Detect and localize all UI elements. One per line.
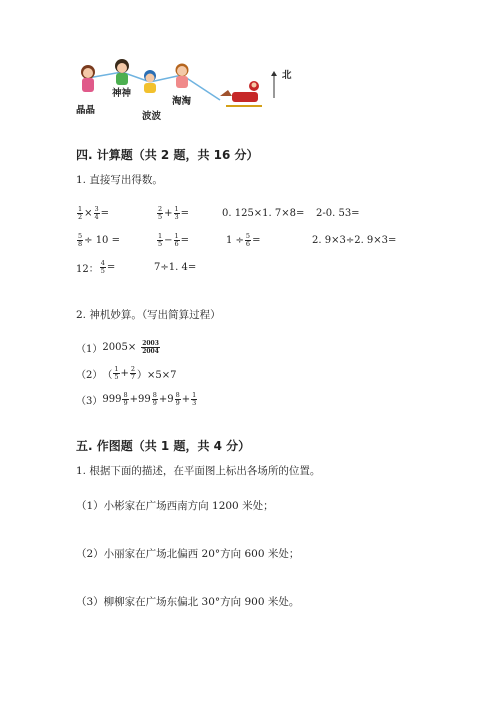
santa-sleigh <box>220 81 262 106</box>
calc-p1: （1） 2005× $\frac{2003}{2004}$ <box>76 340 159 355</box>
calc-3b: 7÷1. 4= <box>154 262 197 273</box>
illustration <box>70 58 300 126</box>
s5-item-1: （1）小彬家在广场西南方向 1200 米处； <box>76 500 274 512</box>
route-illustration <box>70 58 300 126</box>
calc-3a: 12： $\frac{4}{5}$ = <box>76 259 116 275</box>
calc-2a: $\frac{5}{8}$ ÷ 10 = <box>78 232 120 248</box>
calc-1b: $\frac{2}{5}$ + $\frac{1}{3}$ = <box>158 205 190 221</box>
calc-2b: $\frac{1}{5}$ − $\frac{1}{6}$ = <box>158 232 190 248</box>
q1-title: 1. 直接写出得数。 <box>76 174 163 186</box>
shenshen-figure <box>115 59 129 85</box>
section4-title: 四. 计算题（共 2 题，共 16 分） <box>76 148 259 162</box>
north-arrow-icon <box>271 71 277 98</box>
label-shenshen: 神神 <box>112 88 132 99</box>
label-north: 北 <box>282 70 292 81</box>
label-bobo: 波波 <box>142 111 162 122</box>
q2-title: 2. 神机妙算。（写出简算过程） <box>76 309 221 321</box>
calc-2c: 1 ÷ $\frac{5}{6}$ = <box>226 232 261 248</box>
calc-1d: 2-0. 53= <box>316 208 360 219</box>
label-jingjing: 晶晶 <box>76 105 96 116</box>
calc-2d: 2. 9×3÷2. 9×3= <box>312 235 397 246</box>
calc-p3: （3） 999 $\frac{8}{9}$ +99 $\frac{8}{9}$ +9 $\frac{8}{9}$ + $\frac{1}{3}$ <box>76 391 197 407</box>
jingjing-figure <box>81 65 95 92</box>
calc-1c: 0. 125×1. 7×8= <box>222 208 305 219</box>
section5-title: 五. 作图题（共 1 题，共 4 分） <box>76 439 251 453</box>
s5-q1-title: 1. 根据下面的描述，在平面图上标出各场所的位置。 <box>76 465 321 477</box>
s5-item-2: （2）小丽家在广场北偏西 20°方向 600 米处； <box>76 548 300 560</box>
label-taotao: 淘淘 <box>172 96 192 107</box>
calc-p2: （2） （ $\frac{1}{5}$ + $\frac{2}{7}$ ）×5×7 <box>76 365 177 381</box>
calc-1a: $\frac{1}{2}$ × $\frac{3}{4}$ = <box>78 205 110 221</box>
s5-item-3: （3）柳柳家在广场东偏北 30°方向 900 米处。 <box>76 596 300 608</box>
